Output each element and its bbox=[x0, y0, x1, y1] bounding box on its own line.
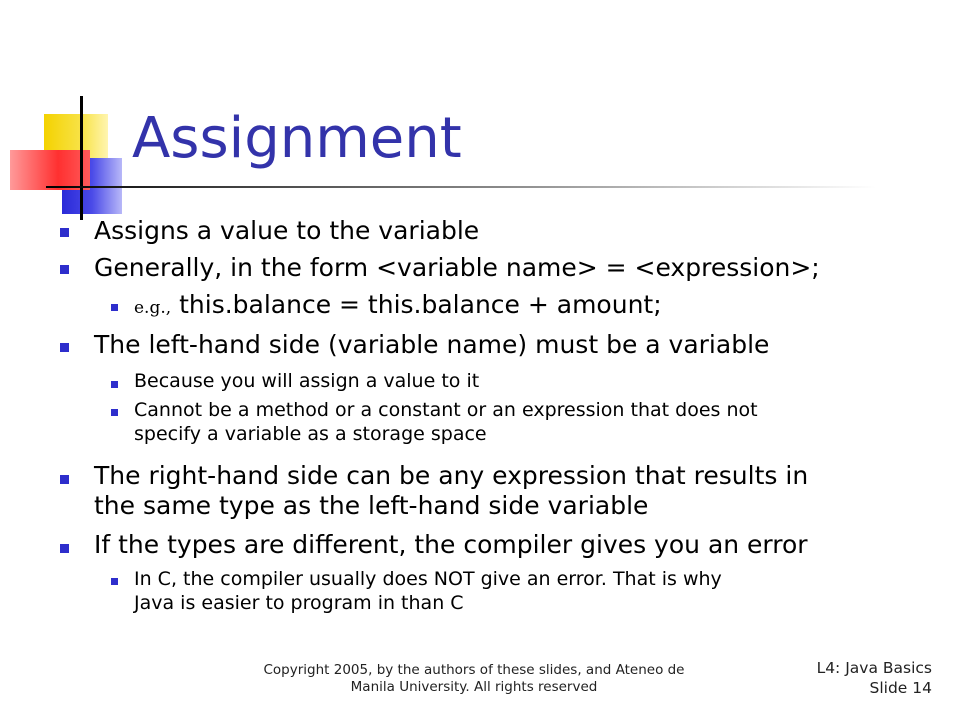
rhs-line1: The right-hand side can be any expression that results in bbox=[94, 461, 809, 490]
bullet-marker bbox=[60, 228, 69, 237]
bullet-assigns-value: Assigns a value to the variable bbox=[94, 216, 480, 245]
cannot-be-line1: Cannot be a method or a constant or an expression that does not bbox=[134, 399, 758, 421]
sub-bullet-marker bbox=[111, 304, 118, 311]
sub-bullet-marker bbox=[111, 578, 118, 585]
sub-bullet-marker bbox=[111, 409, 118, 416]
copyright-notice bbox=[250, 662, 698, 696]
copyright-line1: Copyright 2005, by the authors of these slides, and Ateneo de bbox=[263, 662, 685, 678]
decorative-red-square bbox=[10, 150, 90, 190]
bullet-marker bbox=[60, 475, 69, 484]
sub-bullet-example bbox=[134, 290, 662, 319]
c-compiler-line2: Java is easier to program in than C bbox=[134, 592, 464, 614]
sub-bullet-c-compiler bbox=[134, 567, 722, 615]
bullet-general-form: Generally, in the form <variable name> = <expression>; bbox=[94, 253, 820, 282]
sub-bullet-assign-reason: Because you will assign a value to it bbox=[134, 370, 480, 392]
decorative-vertical-line bbox=[80, 96, 83, 220]
copyright-line2: Manila University. All rights reserved bbox=[350, 679, 598, 695]
bullet-right-hand-side bbox=[94, 461, 808, 521]
example-code: this.balance = this.balance + amount; bbox=[171, 290, 662, 319]
slide-number: Slide 14 bbox=[869, 679, 932, 697]
rhs-line2: the same type as the left-hand side variable bbox=[94, 491, 649, 520]
bullet-types-different: If the types are different, the compiler gives you an error bbox=[94, 530, 808, 559]
bullet-left-hand-side: The left-hand side (variable name) must be a variable bbox=[94, 330, 770, 359]
slide-title: Assignment bbox=[132, 106, 462, 171]
sub-bullet-cannot-be bbox=[134, 398, 758, 446]
example-prefix: e.g., bbox=[134, 298, 172, 318]
c-compiler-line1: In C, the compiler usually does NOT give an error. That is why bbox=[134, 568, 722, 590]
cannot-be-line2: specify a variable as a storage space bbox=[134, 423, 487, 445]
title-underline bbox=[46, 186, 876, 188]
slide-footer-info bbox=[817, 658, 932, 698]
course-label: L4: Java Basics bbox=[816, 659, 932, 677]
bullet-marker bbox=[60, 343, 69, 352]
bullet-marker bbox=[60, 544, 69, 553]
sub-bullet-marker bbox=[111, 381, 118, 388]
bullet-marker bbox=[60, 265, 69, 274]
